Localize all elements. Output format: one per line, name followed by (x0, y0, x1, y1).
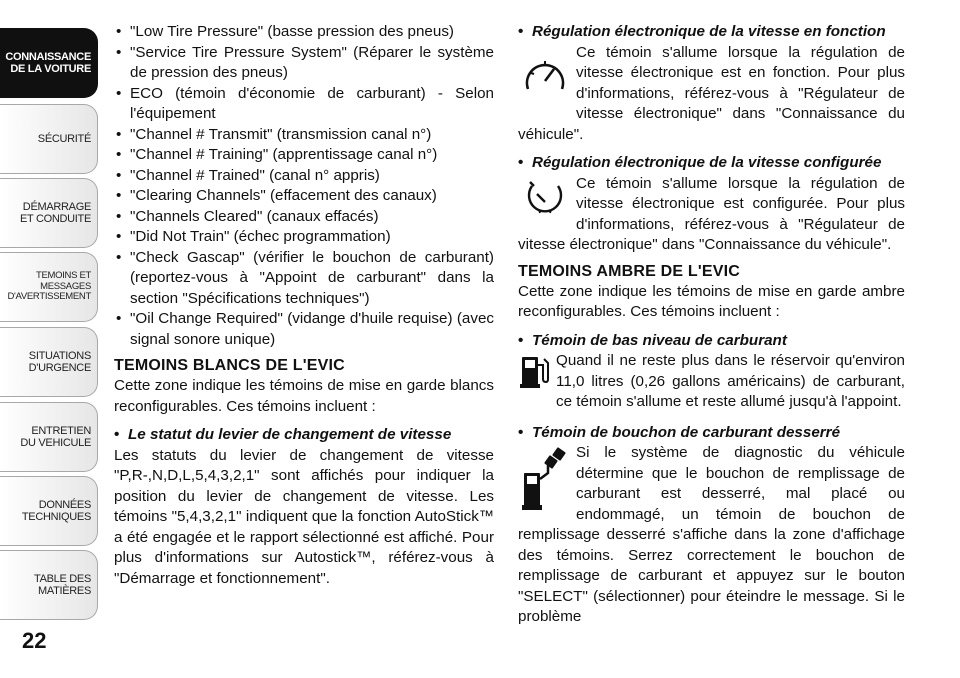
left-column (114, 22, 494, 589)
right-column (518, 22, 905, 628)
list-item: • "Check Gascap" (vérifier le bouchon de carburant) (reportez-vous à "Appoint de carburant" dans la section "Spécifications techniques") (114, 248, 494, 310)
cruise-on-title: • Régulation électronique de la vitesse en fonction (518, 22, 905, 43)
cruise-set-block (518, 174, 905, 256)
list-item: • "Service Tire Pressure System" (Réparer le système de pression des pneus) (114, 43, 494, 84)
amber-warnings-intro: Cette zone indique les témoins de mise en garde ambre reconfigurables. Ces témoins incluent : (518, 282, 905, 320)
list-item: • "Channels Cleared" (canaux effacés) (114, 207, 494, 228)
page-number: 22 (22, 628, 47, 653)
cruise-set-icon (518, 174, 576, 222)
cruise-set-text: Ce témoin s'allume lorsque la régulation de vitesse électronique est configurée. Pour plus d'informations, référez-vous à "Régulateur de vitesse électronique" dans "Connaissance du véhicule". (518, 174, 905, 253)
list-item: • "Channel # Training" (apprentissage canal n°) (114, 145, 494, 166)
list-item: • "Oil Change Required" (vidange d'huile requise) (avec signal sonore unique) (114, 309, 494, 350)
gascap-block (518, 443, 905, 628)
list-item: • "Channel # Trained" (canal n° appris) (114, 166, 494, 187)
gear-lever-title: • Le statut du levier de changement de vitesse (114, 425, 494, 446)
fuel-pump-icon (518, 351, 556, 395)
tab-table[interactable]: TABLE DES MATIÈRES (0, 550, 98, 620)
white-warnings-heading: TEMOINS BLANCS DE L'EVIC (114, 357, 345, 374)
list-item: • "Low Tire Pressure" (basse pression des pneus) (114, 22, 494, 43)
cruise-set-title: • Régulation électronique de la vitesse configurée (518, 153, 905, 174)
tab-securite[interactable]: SÉCURITÉ (0, 104, 98, 174)
tab-demarrage[interactable]: DÉMARRAGE ET CONDUITE (0, 178, 98, 248)
fuel-cap-icon (518, 443, 576, 525)
low-fuel-title: • Témoin de bas niveau de carburant (518, 331, 905, 352)
white-warnings-intro: Cette zone indique les témoins de mise en garde blancs reconfigurables. Ces témoins incluent : (114, 377, 494, 415)
cruise-on-block (518, 43, 905, 146)
tab-connaissance[interactable]: CONNAISSANCE DE LA VOITURE (0, 28, 98, 98)
list-item: • "Clearing Channels" (effacement des canaux) (114, 186, 494, 207)
low-fuel-block (518, 351, 905, 413)
list-item: • ECO (témoin d'économie de carburant) - Selon l'équipement (114, 84, 494, 125)
speedometer-icon (518, 43, 576, 107)
tab-situations[interactable]: SITUATIONS D'URGENCE (0, 327, 98, 397)
chapter-sidebar (0, 0, 104, 678)
tab-entretien[interactable]: ENTRETIEN DU VEHICULE (0, 402, 98, 472)
gear-lever-text: Les statuts du levier de changement de vitesse "P,R-,N,D,L,5,4,3,2,1" sont affichés pour indiquer la position du levier de changement de vitesse. Les témoins "5,4,3,2,1" indiquent que la fonction AutoStick™ a été engagée et le rapport sélectionné est affiché. Pour plus d'informations sur Autostick™, référez-vous à "Démarrage et fonctionnement". (114, 446, 494, 587)
amber-warnings-heading: TEMOINS AMBRE DE L'EVIC (518, 262, 741, 280)
gascap-title: • Témoin de bouchon de carburant desserré (518, 423, 905, 444)
tab-temoins[interactable]: TEMOINS ET MESSAGES D'AVERTISSEMENT (0, 252, 98, 322)
list-item: • "Channel # Transmit" (transmission canal n°) (114, 125, 494, 146)
list-item: • "Did Not Train" (échec programmation) (114, 227, 494, 248)
message-list (114, 22, 494, 350)
cruise-on-text: Ce témoin s'allume lorsque la régulation de vitesse électronique est en fonction. Pour plus d'informations, référez-vous à "Régulateur de vitesse électronique" dans "Connaissance du véhicule". (518, 43, 905, 143)
tab-donnees[interactable]: DONNÉES TECHNIQUES (0, 476, 98, 546)
gascap-text: Si le système de diagnostic du véhicule détermine que le bouchon de remplissage de carburant est desserré, mal placé ou endommagé, un témoin de bouchon de remplissage desserré s'affiche dans la zone d'affichage des témoins. Serrez correctement le bouchon de remplissage de carburant et appuyez sur le bouton "SELECT" (sélectionner) pour éteindre le message. Si le problème (518, 444, 905, 625)
low-fuel-text: Quand il ne reste plus dans le réservoir qu'environ 11,0 litres (0,26 gallons américains) de carburant, ce témoin s'allume et reste allumé jusqu'à l'appoint. (556, 352, 905, 410)
